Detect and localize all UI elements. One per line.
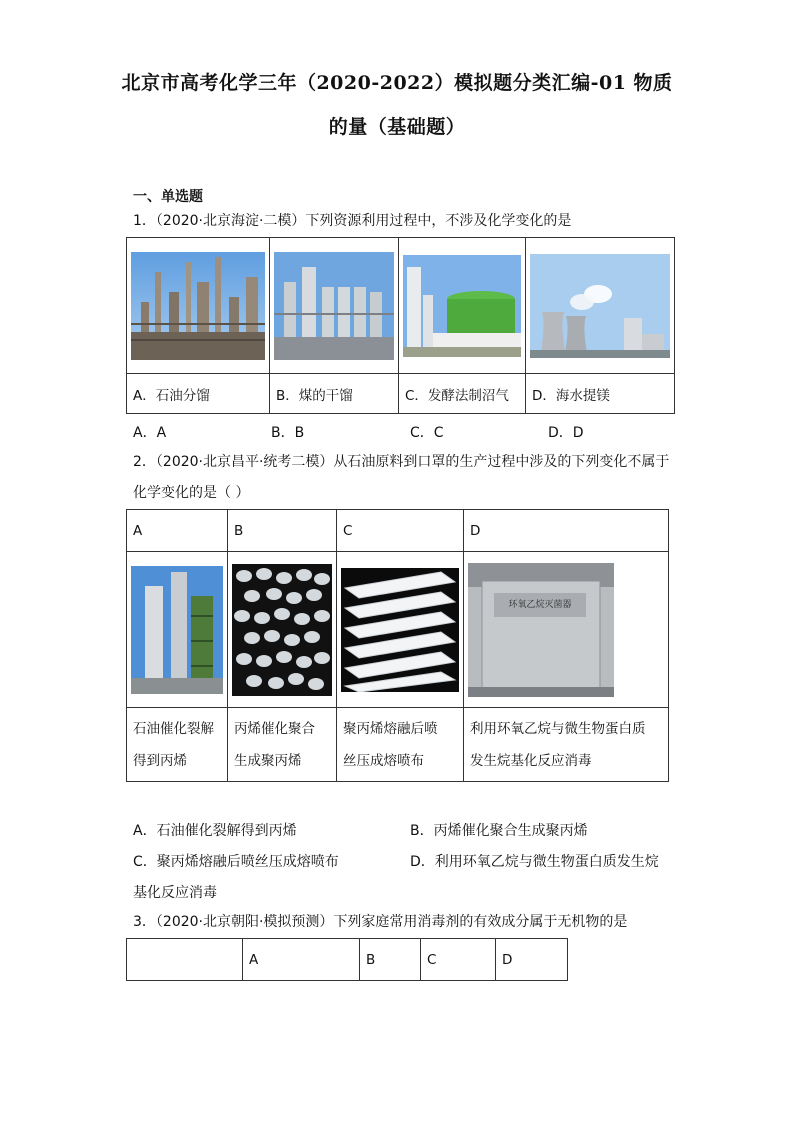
q2-cell-b-line1: 丙烯催化聚合 [234, 720, 315, 737]
power-plant-image [530, 254, 670, 358]
q2-stem-line2: 化学变化的是（ ） [133, 485, 250, 501]
q2-cell-a [127, 708, 228, 782]
q2-cell-c-line1: 聚丙烯熔融后喷 [343, 720, 438, 737]
meltblown-fabric-image [341, 568, 459, 692]
doc-title-line1: 北京市高考化学三年（2020-2022）模拟题分类汇编-01 物质 [121, 72, 673, 94]
q2-header-b: B [228, 510, 337, 552]
q1-cell-a: A．石油分馏 [127, 374, 270, 414]
polypropylene-pellets-image [232, 564, 332, 696]
q3-header-c: C [421, 939, 496, 981]
cracking-tower-image [131, 566, 223, 694]
q2-header-c: C [337, 510, 464, 552]
q2-cell-c [337, 708, 464, 782]
q2-cell-a-line2: 得到丙烯 [133, 752, 187, 769]
section-heading: 一、单选题 [133, 189, 203, 205]
q3-stem: 3．（2020·北京朝阳·模拟预测）下列家庭常用消毒剂的有效成分属于无机物的是 [133, 914, 628, 930]
q1-image-cell-d [526, 238, 675, 374]
q2-cell-d-line2: 发生烷基化反应消毒 [470, 752, 592, 769]
q2-header-a: A [127, 510, 228, 552]
q2-image-cell-d [464, 552, 669, 708]
q2-image-cell-a [127, 552, 228, 708]
q2-cell-d-line1: 利用环氧乙烷与微生物蛋白质 [470, 720, 646, 737]
q1-option-b[interactable]: B．B [271, 425, 305, 441]
q2-cell-a-line1: 石油催化裂解 [133, 720, 214, 737]
q2-option-a[interactable]: A．石油催化裂解得到丙烯 [133, 823, 297, 839]
q3-header-blank [127, 939, 243, 981]
q2-option-c[interactable]: C．聚丙烯熔融后喷丝压成熔喷布 [133, 854, 339, 870]
q1-cell-d: D．海水提镁 [526, 374, 675, 414]
q1-stem: 1．（2020·北京海淀·二模）下列资源利用过程中，不涉及化学变化的是 [133, 213, 572, 229]
q2-cell-c-line2: 丝压成熔喷布 [343, 752, 424, 769]
q1-table [126, 237, 675, 414]
q1-image-cell-a [127, 238, 270, 374]
doc-title-line2: 的量（基础题） [328, 116, 466, 138]
q3-table [126, 938, 568, 981]
q1-option-d[interactable]: D．D [548, 425, 584, 441]
refinery-image [131, 252, 265, 360]
q3-header-b: B [360, 939, 421, 981]
q1-cell-c: C．发酵法制沼气 [399, 374, 526, 414]
q2-cell-b-line2: 生成聚丙烯 [234, 752, 302, 769]
q1-image-cell-c [399, 238, 526, 374]
q2-cell-d [464, 708, 669, 782]
q2-stem-line1: 2．（2020·北京昌平·统考二模）从石油原料到口罩的生产过程中涉及的下列变化不属于 [133, 454, 670, 470]
q3-header-d: D [496, 939, 568, 981]
sterilizer-label: 环氧乙烷灭菌器 [508, 599, 572, 610]
sterilizer-machine-image [468, 563, 614, 697]
biogas-image [403, 255, 521, 357]
coal-plant-image [274, 252, 394, 360]
q2-image-cell-b [228, 552, 337, 708]
q3-header-a: A [243, 939, 360, 981]
q2-cell-b [228, 708, 337, 782]
q2-option-d[interactable]: D．利用环氧乙烷与微生物蛋白质发生烷 [410, 854, 659, 870]
q1-option-c[interactable]: C．C [410, 425, 444, 441]
q2-option-d-continued: 基化反应消毒 [133, 885, 217, 901]
q2-image-cell-c [337, 552, 464, 708]
q1-option-a[interactable]: A．A [133, 425, 167, 441]
q1-cell-b: B．煤的干馏 [270, 374, 399, 414]
q1-image-cell-b [270, 238, 399, 374]
q2-table [126, 509, 669, 782]
q2-option-b[interactable]: B．丙烯催化聚合生成聚丙烯 [410, 823, 588, 839]
q2-header-d: D [464, 510, 669, 552]
